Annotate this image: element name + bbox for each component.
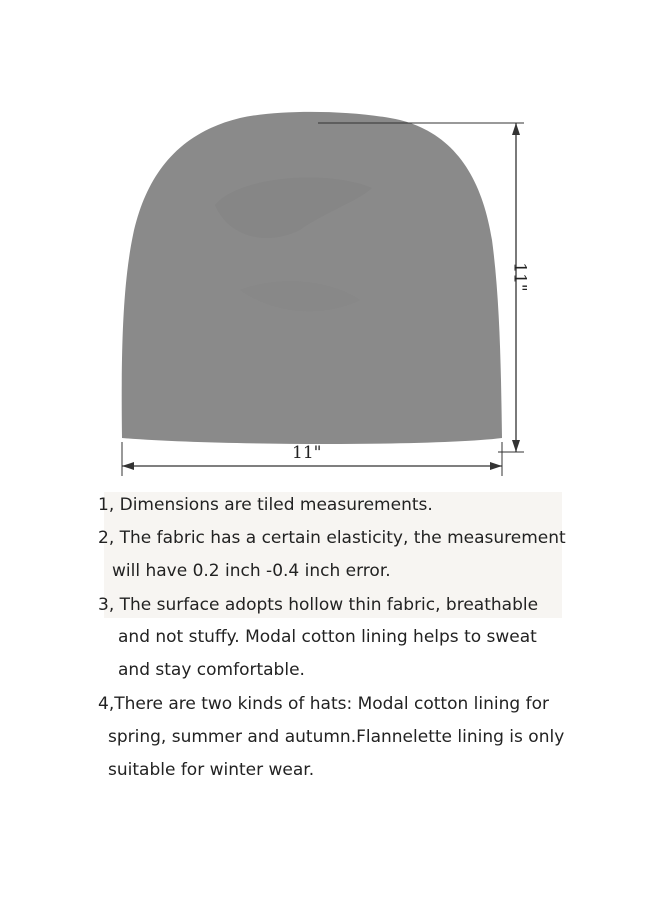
note-2-line-2: will have 0.2 inch -0.4 inch error. xyxy=(112,561,391,581)
note-2-line-1: 2, The fabric has a certain elasticity, the measurement xyxy=(98,528,566,548)
width-arrow-right xyxy=(490,462,502,470)
beanie-hat-icon xyxy=(122,112,502,444)
note-1-line-1: 1, Dimensions are tiled measurements. xyxy=(98,495,433,515)
height-arrow-bottom xyxy=(512,440,520,452)
note-3-line-1: 3, The surface adopts hollow thin fabric, breathable xyxy=(98,595,539,615)
note-4-line-3: suitable for winter wear. xyxy=(108,760,315,780)
width-arrow-left xyxy=(122,462,134,470)
note-3-line-3: and stay comfortable. xyxy=(118,660,305,680)
height-dimension-label: 11" xyxy=(509,262,530,292)
height-arrow-top xyxy=(512,123,520,135)
note-4-line-2: spring, summer and autumn.Flannelette lining is only xyxy=(108,727,565,747)
note-4-line-1: 4,There are two kinds of hats: Modal cotton lining for xyxy=(98,694,549,714)
width-dimension-label: 11" xyxy=(292,443,322,463)
note-3-line-2: and not stuffy. Modal cotton lining helps to sweat xyxy=(118,627,537,647)
